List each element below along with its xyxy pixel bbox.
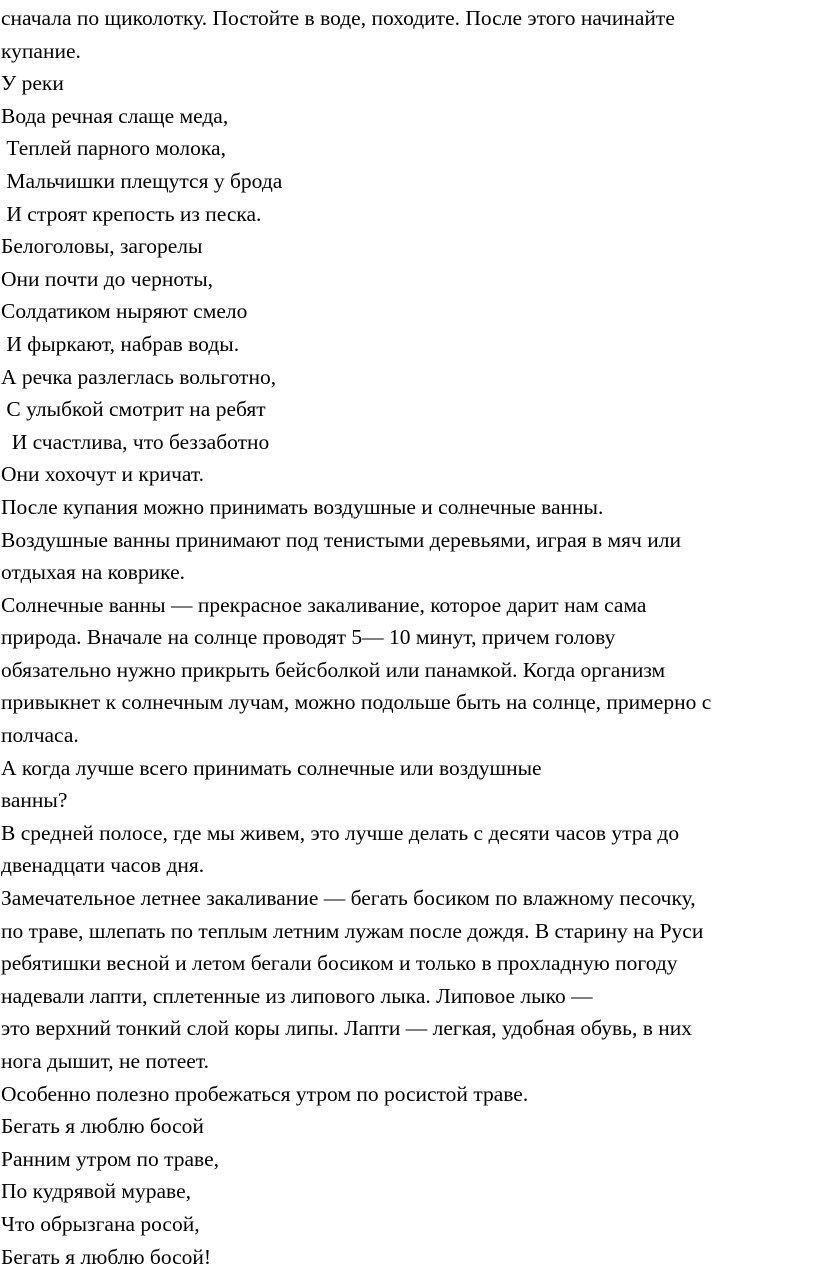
- poem-line: Теплей парного молока,: [1, 136, 226, 161]
- poem-line: Что обрызгана росой,: [1, 1211, 200, 1236]
- text-line: обязательно нужно прикрыть бейсболкой или панамкой. Когда организм: [1, 657, 666, 682]
- poem-line: Солдатиком ныряют смело: [1, 299, 248, 324]
- text-line: двенадцати часов дня.: [1, 853, 205, 878]
- text-line: После купания можно принимать воздушные и солнечные ванны.: [1, 494, 604, 519]
- text-line: это верхний тонкий слой коры липы. Лапти — легкая, удобная обувь, в них: [1, 1016, 692, 1041]
- poem-line: Бегать я люблю босой: [1, 1114, 204, 1139]
- text-line: ванны?: [1, 788, 68, 813]
- text-line: полчаса.: [1, 723, 79, 748]
- poem-line: Мальчишки плещутся у брода: [1, 168, 283, 193]
- text-line: Замечательное летнее закаливание — бегать босиком по влажному песочку,: [1, 886, 696, 911]
- text-line: Солнечные ванны — прекрасное закаливание, которое дарит нам сама: [1, 592, 647, 617]
- text-line: А когда лучше всего принимать солнечные или воздушные: [1, 755, 542, 780]
- text-line: привыкнет к солнечным лучам, можно подольше быть на солнце, примерно с: [1, 690, 712, 715]
- text-line: нога дышит, не потеет.: [1, 1049, 209, 1073]
- text-line: В средней полосе, где мы живем, это лучше делать с десяти часов утра до: [1, 820, 680, 845]
- poem-line: И фыркают, набрав воды.: [1, 331, 240, 356]
- text-line: Воздушные ванны принимают под тенистыми деревьями, играя в мяч или: [1, 527, 681, 552]
- poem-title: У реки: [1, 71, 64, 96]
- poem-line: Они хохочут и кричат.: [1, 462, 205, 487]
- poem-line: С улыбкой смотрит на ребят: [1, 397, 266, 422]
- poem-line: Бегать я люблю босой!: [1, 1244, 212, 1269]
- poem-line: Они почти до черноты,: [1, 266, 214, 291]
- poem-line: Ранним утром по траве,: [1, 1146, 220, 1171]
- text-line: отдыхая на коврике.: [1, 560, 185, 585]
- poem-line: Вода речная слаще меда,: [1, 103, 229, 128]
- text-line: ребятишки весной и летом бегали босиком и только в прохладную погоду: [1, 951, 678, 976]
- poem-line: И строят крепость из песка.: [1, 201, 262, 226]
- text-line: купание.: [1, 38, 81, 63]
- text-line: Особенно полезно пробежаться утром по росистой траве.: [1, 1081, 529, 1106]
- poem-line: И счастлива, что беззаботно: [1, 429, 270, 454]
- poem-line: По кудрявой мураве,: [1, 1179, 191, 1204]
- poem-line: А речка разлеглась вольготно,: [1, 364, 277, 389]
- text-line: сначала по щиколотку. Постойте в воде, походите. После этого начинайте: [1, 6, 675, 30]
- text-line: по траве, шлепать по теплым летним лужам после дождя. В старину на Руси: [1, 918, 704, 943]
- text-line: надевали лапти, сплетенные из липового лыка. Липовое лыко —: [1, 983, 593, 1008]
- text-line: природа. Вначале на солнце проводят 5— 10 минут, причем голову: [1, 625, 616, 650]
- poem-line: Белоголовы, загорелы: [1, 234, 203, 259]
